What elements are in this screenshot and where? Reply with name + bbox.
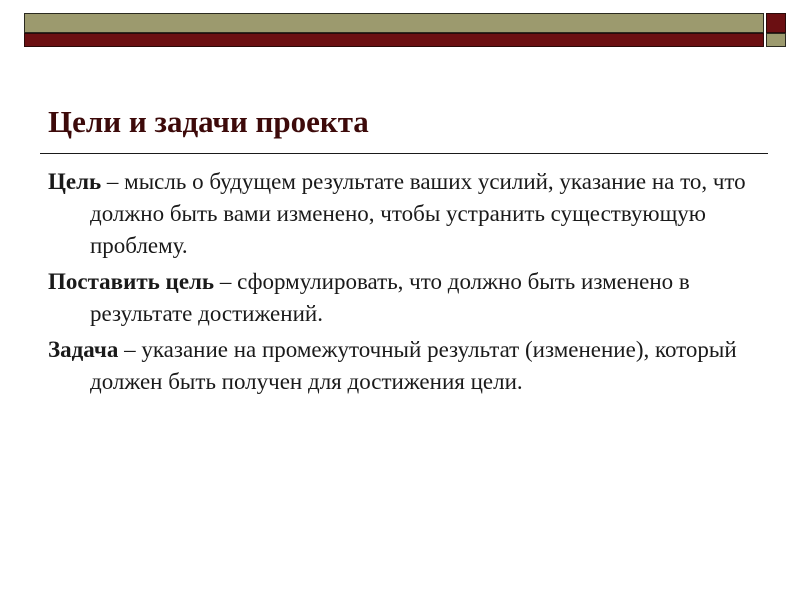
header-bar-maroon — [24, 33, 764, 47]
title-divider — [40, 153, 768, 154]
definition-term: Цель — [48, 169, 102, 194]
definition-task — [48, 334, 756, 398]
slide-title: Цели и задачи проекта — [48, 104, 369, 139]
header-square-olive — [766, 33, 786, 47]
definition-term: Поставить цель — [48, 269, 215, 294]
definition-text: – мысль о будущем результате ваших усилий, указание на то, что должно быть вами изменено, чтобы устранить существующую проблему. — [90, 169, 746, 258]
slide-content — [48, 166, 756, 402]
definition-term: Задача — [48, 337, 119, 362]
definition-text: – указание на промежуточный результат (изменение), который должен быть получен для достижения цели. — [90, 337, 737, 394]
definition-goal — [48, 166, 756, 262]
header-bar-olive — [24, 13, 764, 33]
header-square-maroon — [766, 13, 786, 33]
definition-set-goal — [48, 266, 756, 330]
definition-text: – сформулировать, что должно быть изменено в результате достижений. — [90, 269, 690, 326]
